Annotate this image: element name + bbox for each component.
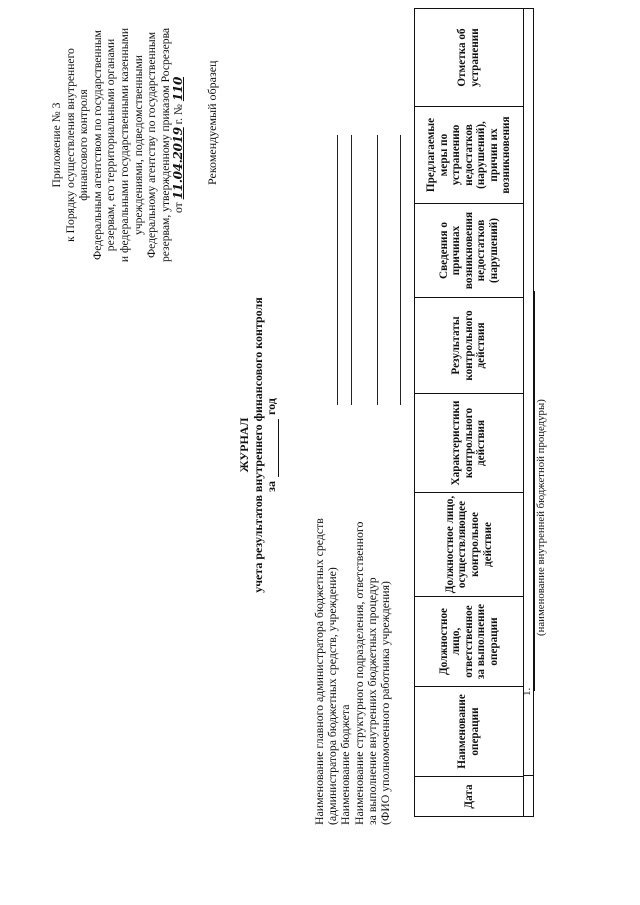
order-prefix: от	[172, 202, 186, 214]
header-elimination-mark: Отметка об устранении	[456, 28, 481, 87]
budget-fill-line[interactable]	[351, 135, 352, 405]
appendix-header	[50, 10, 186, 280]
section-number: 1.	[521, 687, 533, 696]
field-label-budget: Наименование бюджета	[338, 704, 353, 825]
appendix-line: к Порядку осуществления внутреннего	[63, 48, 77, 242]
title-subtitle: учета результатов внутреннего финансового контроля	[250, 297, 265, 593]
order-reference	[172, 10, 186, 280]
period-blank[interactable]	[268, 419, 279, 477]
row-divider	[523, 8, 534, 9]
order-mid: г. №	[172, 104, 186, 125]
title-main: ЖУРНАЛ	[237, 417, 251, 473]
recommended-sample-label: Рекомендуемый образец	[205, 60, 219, 185]
section-caption: (наименование внутренней бюджетной процедуры)	[535, 399, 547, 636]
period-prefix: за	[264, 481, 278, 492]
appendix-line: и федеральными государственными казенными	[117, 27, 131, 263]
appendix-line: финансового контроля	[77, 89, 91, 201]
header-control-results: Результаты контрольного действия	[415, 297, 523, 393]
employee-fill-line[interactable]	[400, 135, 401, 405]
field-label-administrator-note: (администратора бюджетных средств, учреждение)	[325, 567, 340, 825]
field-label-administrator: Наименование главного администратора бюджетных средств	[312, 518, 326, 825]
administrator-fill-line[interactable]	[337, 135, 338, 405]
header-control-characteristics: Характеристики контрольного действия	[415, 393, 523, 492]
header-violation-causes: Сведения о причинах возникновения недостатков (нарушений)	[415, 203, 523, 297]
appendix-line: резервам, его территориальными органами	[104, 38, 118, 252]
header-control-official: Должностное лицо, осуществляющее контрольное действие	[415, 492, 523, 596]
appendix-line: Федеральному агентству по государственным	[145, 31, 159, 259]
field-label-department: Наименование структурного подразделения, ответственного	[351, 521, 366, 825]
header-date: Дата	[415, 776, 523, 816]
title-period	[265, 235, 279, 655]
header-operation-name: Наименование операции	[415, 686, 523, 776]
appendix-line: Федеральным агентством по государственным	[90, 30, 104, 260]
period-suffix: год	[264, 398, 278, 416]
header-proposed-measures: Предлагаемые меры по устранению недостатков (нарушений), причин их возникновения	[415, 106, 523, 203]
order-number: 110	[171, 76, 186, 102]
header-operation-responsible: Должностное лицо, ответственное за выполнение операции	[415, 596, 523, 686]
field-label-employee-note: (ФИО уполномоченного работника учреждения)	[378, 581, 393, 825]
journal-title	[238, 235, 279, 655]
journal-fields	[313, 518, 392, 825]
department-fill-line[interactable]	[377, 135, 378, 405]
appendix-line: учреждениями, подведомственными	[131, 55, 145, 235]
journal-table	[414, 8, 547, 817]
field-label-department-cont: за выполнение внутренних бюджетных процедур	[364, 577, 379, 825]
order-date: 11.04.2019	[171, 127, 186, 200]
row-divider	[523, 775, 534, 776]
appendix-line: Приложение № 3	[50, 102, 63, 188]
appendix-line: резервам, утвержденному приказом Росрезерва	[158, 27, 172, 263]
